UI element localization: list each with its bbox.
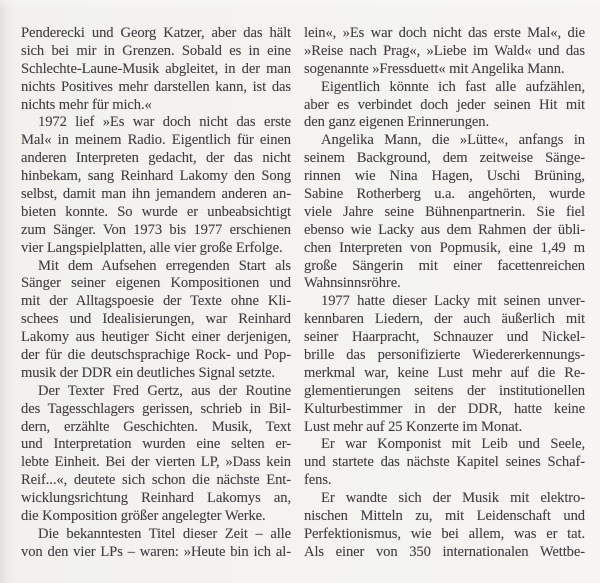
text-line: Eigentlich könnte ich fast alle aufzählen, xyxy=(321,78,585,95)
text-line: Er wandte sich der Musik mit elektro- xyxy=(321,490,585,507)
text-line: Kulturbestimmer in der DDR, hatte keine xyxy=(304,400,585,417)
text-line: sogenannte »Fressduett« mit Angelika Mann. xyxy=(304,60,565,77)
text-line: dern, erzählte Geschichten. Musik, Text xyxy=(21,418,291,435)
text-line: Reif...«, deutete sich schon die nächste Ent- xyxy=(21,472,291,489)
text-line: zum Sänger. Von 1973 bis 1977 erschienen xyxy=(21,221,291,238)
paragraph xyxy=(21,114,291,257)
text-line: Sänger seiner eigenen Kompositionen und xyxy=(21,275,291,292)
text-line: Sabine Rotherberg u.a. angehörten, wurde xyxy=(304,186,585,203)
text-line: lein«, »Es war doch nicht das erste Mal«, die xyxy=(304,25,585,41)
text-column-right xyxy=(304,25,585,562)
text-line: und Interpretation wurden eine selten er- xyxy=(21,436,291,453)
text-line: anderen Interpreten gedacht, der das nicht xyxy=(21,150,291,167)
text-line: 1977 hatte dieser Lacky mit seinen unver- xyxy=(321,293,585,310)
text-line: große Sängerin mit einer facettenreichen xyxy=(304,257,585,274)
text-line: die Komposition größer angelegter Werke. xyxy=(21,508,266,525)
paragraph xyxy=(304,490,585,562)
text-line: viele Jahre seine Bühnenpartnerin. Sie fiel xyxy=(304,203,585,220)
text-line: Als einer von 350 internationalen Wettbe- xyxy=(304,543,585,560)
text-line: und startete das nächste Kapitel seines Schaf- xyxy=(304,454,585,471)
text-line: nichts mehr für mich.« xyxy=(21,96,152,113)
text-column-left xyxy=(21,25,291,562)
text-line: wicklungsrichtung Reinhard Lakomys an, xyxy=(21,490,291,507)
text-line: ebenso wie Lacky aus dem Rahmen der übli- xyxy=(304,221,585,238)
text-line: merkmal war, keine Lust mehr auf die Re- xyxy=(304,364,585,381)
text-line: der für die deutschsprachige Rock- und Pop- xyxy=(21,347,291,364)
text-line: vier Langspielplatten, alle vier große Erfolge. xyxy=(21,239,283,256)
text-line: 1972 lief »Es war doch nicht das erste xyxy=(38,114,291,131)
text-line: Wahnsinnsröhre. xyxy=(304,275,401,292)
text-line: nichts Positives mehr darstellen kann, ist das xyxy=(21,78,291,95)
text-line: sich bei mir in Grenzen. Sobald es in eine xyxy=(21,42,291,59)
text-line: Lakomy aus heutiger Sicht einer derjenigen, xyxy=(21,329,291,346)
text-line: selbst, damit man ihn jemandem anderen an- xyxy=(21,186,291,203)
text-line: schees und Idealisierungen, war Reinhard xyxy=(21,311,291,328)
paragraph xyxy=(21,526,291,562)
text-line: Perfektionismus, wie bei allem, was er tat. xyxy=(304,525,585,542)
text-line: rinnen wie Nina Hagen, Uschi Brüning, xyxy=(304,168,585,185)
text-line: mit der Alltagspoesie der Texte ohne Kli- xyxy=(21,293,291,310)
text-line: Schlechte-Laune-Musik abgleitet, in der man xyxy=(21,60,291,77)
text-line: seiner Haarpracht, Schnauzer und Nickel- xyxy=(304,329,585,346)
paragraph xyxy=(304,132,585,293)
text-line: seinem Background, dem zeitweise Sänge- xyxy=(304,150,585,167)
text-line: glementierungen seitens der institutionellen xyxy=(304,382,585,399)
text-line: Lust mehr auf 25 Konzerte im Monat. xyxy=(304,418,523,435)
paragraph xyxy=(304,25,585,79)
text-line: bieten konnte. So wurde er unbeabsichtigt xyxy=(21,203,291,220)
text-line: aber es verbindet doch jeder seinen Hit mit xyxy=(304,96,585,113)
text-line: »Reise nach Prag«, »Liebe im Wald« und das xyxy=(304,42,585,59)
text-line: hinbekam, sang Reinhard Lakomy den Song xyxy=(21,168,291,185)
text-line: musik der DDR ein deutliches Signal setzte. xyxy=(21,364,275,381)
text-line: Penderecki und Georg Katzer, aber das hält xyxy=(21,25,291,41)
paragraph xyxy=(21,25,291,114)
text-line: brille das personifizierte Wiedererkennungs- xyxy=(304,347,585,364)
paragraph xyxy=(304,293,585,436)
text-line: Mal« in meinem Radio. Eigentlich für einen xyxy=(21,132,291,149)
text-line: den ganz eigenen Erinnerungen. xyxy=(304,114,490,131)
paragraph xyxy=(21,258,291,383)
text-line: chen Interpreten von Popmusik, eine 1,49 m xyxy=(304,239,585,256)
text-line: nischen Mitteln zu, mit Leidenschaft und xyxy=(304,508,585,525)
text-line: Der Texter Fred Gertz, aus der Routine xyxy=(38,382,291,399)
text-line: fens. xyxy=(304,472,332,489)
paragraph xyxy=(304,436,585,490)
text-line: lebte Einheit. Bei der vierten LP, »Dass kein xyxy=(21,454,291,471)
paragraph xyxy=(21,383,291,526)
text-line: kennbaren Liedern, der auch äußerlich mit xyxy=(304,311,585,328)
text-line: Er war Komponist mit Leib und Seele, xyxy=(321,436,585,453)
paragraph xyxy=(304,79,585,133)
text-line: Mit dem Aufsehen erregenden Start als xyxy=(38,257,291,274)
text-line: Angelika Mann, die »Lütte«, anfangs in xyxy=(321,132,585,149)
text-line: des Tagesschlagers gerissen, schrieb in Bil- xyxy=(21,400,291,417)
text-line: Die bekanntesten Titel dieser Zeit – alle xyxy=(38,525,291,542)
text-line: von den vier LPs – waren: »Heute bin ich al- xyxy=(21,543,291,560)
